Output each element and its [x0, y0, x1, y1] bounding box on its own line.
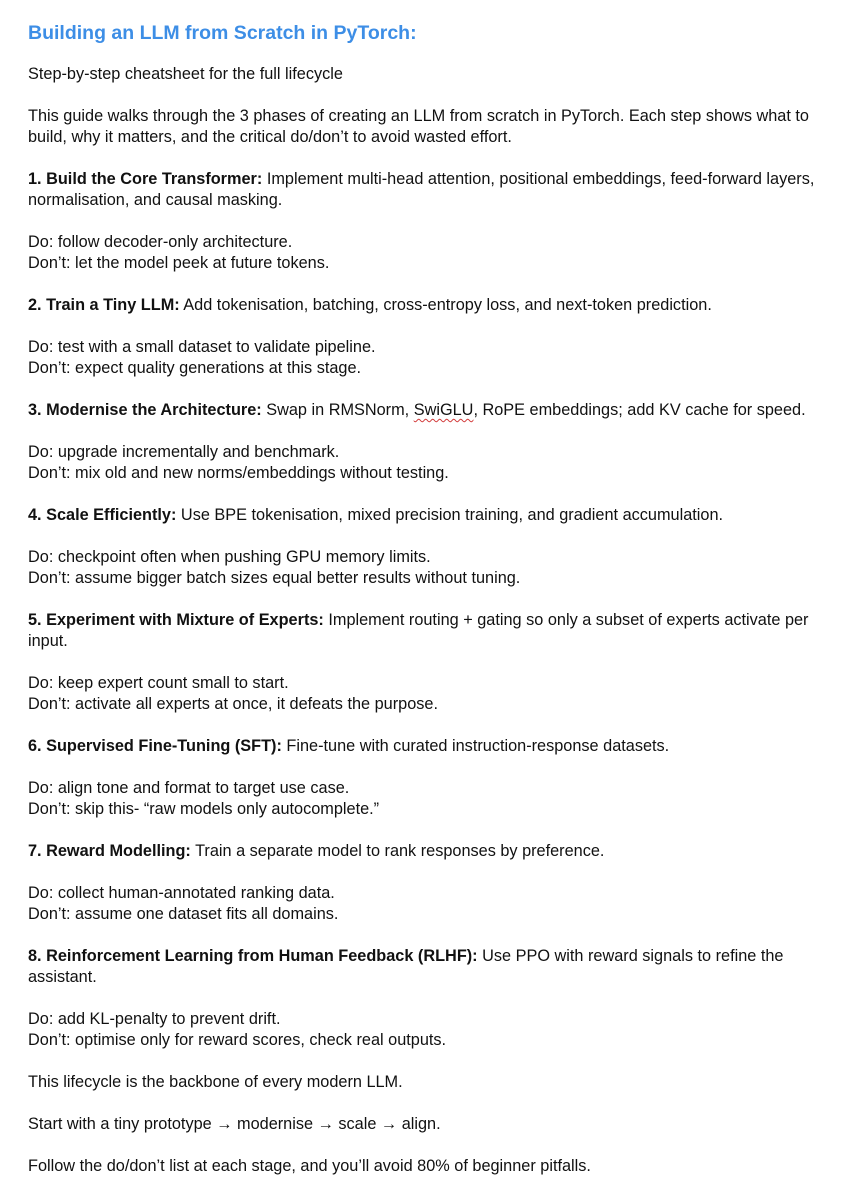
- step-7: [28, 841, 845, 862]
- step-2: [28, 295, 845, 316]
- step-3-heading: 3. Modernise the Architecture:: [28, 401, 262, 419]
- step-7-heading: 7. Reward Modelling:: [28, 842, 191, 860]
- step-7-body: Train a separate model to rank responses by preference.: [190, 842, 605, 860]
- step-8: [28, 946, 845, 988]
- step-6-guidance: [28, 778, 845, 820]
- step-1-heading: 1. Build the Core Transformer:: [28, 170, 263, 188]
- step-4: [28, 505, 845, 526]
- step-2-guidance: [28, 337, 845, 379]
- step-4-guidance: [28, 547, 845, 589]
- closing-line-1: This lifecycle is the backbone of every modern LLM.: [28, 1073, 403, 1091]
- step-4-dont: Don’t: assume bigger batch sizes equal better results without tuning.: [28, 569, 521, 587]
- document-subtitle: Step-by-step cheatsheet for the full lifecycle: [28, 65, 343, 83]
- step-5-dont: Don’t: activate all experts at once, it defeats the purpose.: [28, 695, 438, 713]
- step-1-dont: Don’t: let the model peek at future tokens.: [28, 254, 330, 272]
- step-8-dont: Don’t: optimise only for reward scores, check real outputs.: [28, 1031, 447, 1049]
- step-6-heading: 6. Supervised Fine-Tuning (SFT):: [28, 737, 282, 755]
- step-5-do: Do: keep expert count small to start.: [28, 674, 289, 692]
- step-5-body: Implement routing + gating so only a subset of experts activate per input.: [28, 611, 809, 650]
- step-3-dont: Don’t: mix old and new norms/embeddings without testing.: [28, 464, 449, 482]
- step-5-heading: 5. Experiment with Mixture of Experts:: [28, 611, 324, 629]
- step-2-dont: Don’t: expect quality generations at this stage.: [28, 359, 362, 377]
- step-3-guidance: [28, 442, 845, 484]
- step-6: [28, 736, 845, 757]
- step-8-body: Use PPO with reward signals to refine the assistant.: [28, 947, 784, 986]
- step-2-body: Add tokenisation, batching, cross-entropy loss, and next-token prediction.: [179, 296, 712, 314]
- step-3-do: Do: upgrade incrementally and benchmark.: [28, 443, 340, 461]
- closing-line-2: Start with a tiny prototype → modernise → scale → align.: [28, 1115, 441, 1133]
- step-7-guidance: [28, 883, 845, 925]
- step-5: [28, 610, 845, 652]
- closing-line-3: Follow the do/don’t list at each stage, and you’ll avoid 80% of beginner pitfalls.: [28, 1157, 591, 1175]
- step-3-body-post: , RoPE embeddings; add KV cache for speed.: [473, 401, 806, 419]
- step-8-do: Do: add KL-penalty to prevent drift.: [28, 1010, 281, 1028]
- step-8-guidance: [28, 1009, 845, 1051]
- step-1-do: Do: follow decoder-only architecture.: [28, 233, 293, 251]
- step-6-dont: Don’t: skip this- “raw models only autocomplete.”: [28, 800, 380, 818]
- step-4-heading: 4. Scale Efficiently:: [28, 506, 177, 524]
- intro-paragraph: This guide walks through the 3 phases of creating an LLM from scratch in PyTorch. Each step shows what to build, why it matters, and the critical do/don’t to avoid wasted effort.: [28, 107, 809, 146]
- step-1-body: Implement multi-head attention, positional embeddings, feed-forward layers, normalisation, and causal masking.: [28, 170, 815, 209]
- step-2-do: Do: test with a small dataset to validate pipeline.: [28, 338, 376, 356]
- step-4-do: Do: checkpoint often when pushing GPU memory limits.: [28, 548, 431, 566]
- step-3-body-pre: Swap in RMSNorm,: [261, 401, 414, 419]
- step-1-guidance: [28, 232, 845, 274]
- step-1: [28, 169, 845, 211]
- step-3-spellcheck-word[interactable]: SwiGLU: [413, 401, 474, 419]
- step-3: [28, 400, 845, 421]
- step-5-guidance: [28, 673, 845, 715]
- step-6-body: Fine-tune with curated instruction-response datasets.: [281, 737, 670, 755]
- step-7-dont: Don’t: assume one dataset fits all domains.: [28, 905, 339, 923]
- step-7-do: Do: collect human-annotated ranking data.: [28, 884, 335, 902]
- step-8-heading: 8. Reinforcement Learning from Human Feedback (RLHF):: [28, 947, 478, 965]
- step-2-heading: 2. Train a Tiny LLM:: [28, 296, 180, 314]
- step-4-body: Use BPE tokenisation, mixed precision training, and gradient accumulation.: [176, 506, 724, 524]
- step-6-do: Do: align tone and format to target use case.: [28, 779, 350, 797]
- document-title: Building an LLM from Scratch in PyTorch:: [28, 22, 417, 44]
